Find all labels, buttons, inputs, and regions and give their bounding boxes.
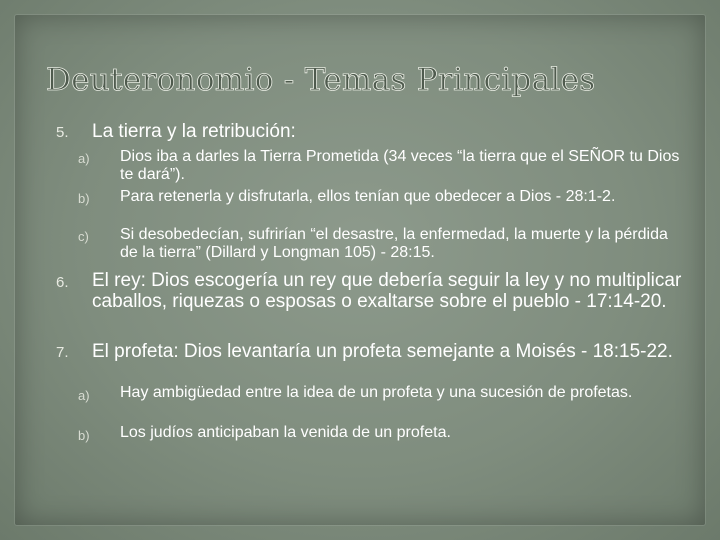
subitem-text: Dios iba a darles la Tierra Prometida (34 veces “la tierra que el SEÑOR tu Dios te dará”). — [120, 148, 680, 183]
subitem-letter: b) — [78, 191, 90, 206]
subitem-letter: a) — [78, 388, 90, 403]
item-text: El rey: Dios escogería un rey que debería seguir la ley y no multiplicar caballos, riquezas o esposas o exaltarse sobre el pueblo - 17:14-20. — [92, 270, 682, 312]
subitem-text: Los judíos anticipaban la venida de un profeta. — [120, 424, 451, 441]
item-number: 5. — [56, 124, 69, 141]
subitem-letter: a) — [78, 151, 90, 166]
subitem-letter: c) — [78, 229, 89, 244]
subitem-text: Para retenerla y disfrutarla, ellos tenían que obedecer a Dios - 28:1-2. — [120, 188, 616, 205]
item-number: 7. — [56, 344, 69, 361]
subitem-letter: b) — [78, 428, 90, 443]
item-text: El profeta: Dios levantaría un profeta semejante a Moisés - 18:15-22. — [92, 341, 673, 362]
slide-title: Deuteronomio - Temas Principales — [46, 62, 596, 98]
item-text: La tierra y la retribución: — [92, 121, 296, 142]
subitem-text: Hay ambigüedad entre la idea de un profeta y una sucesión de profetas. — [120, 384, 633, 401]
item-number: 6. — [56, 274, 69, 291]
subitem-text: Si desobedecían, sufrirían “el desastre, la enfermedad, la muerte y la pérdida de la tierra” (Dillard y Longman 105) - 28:15. — [120, 226, 668, 261]
